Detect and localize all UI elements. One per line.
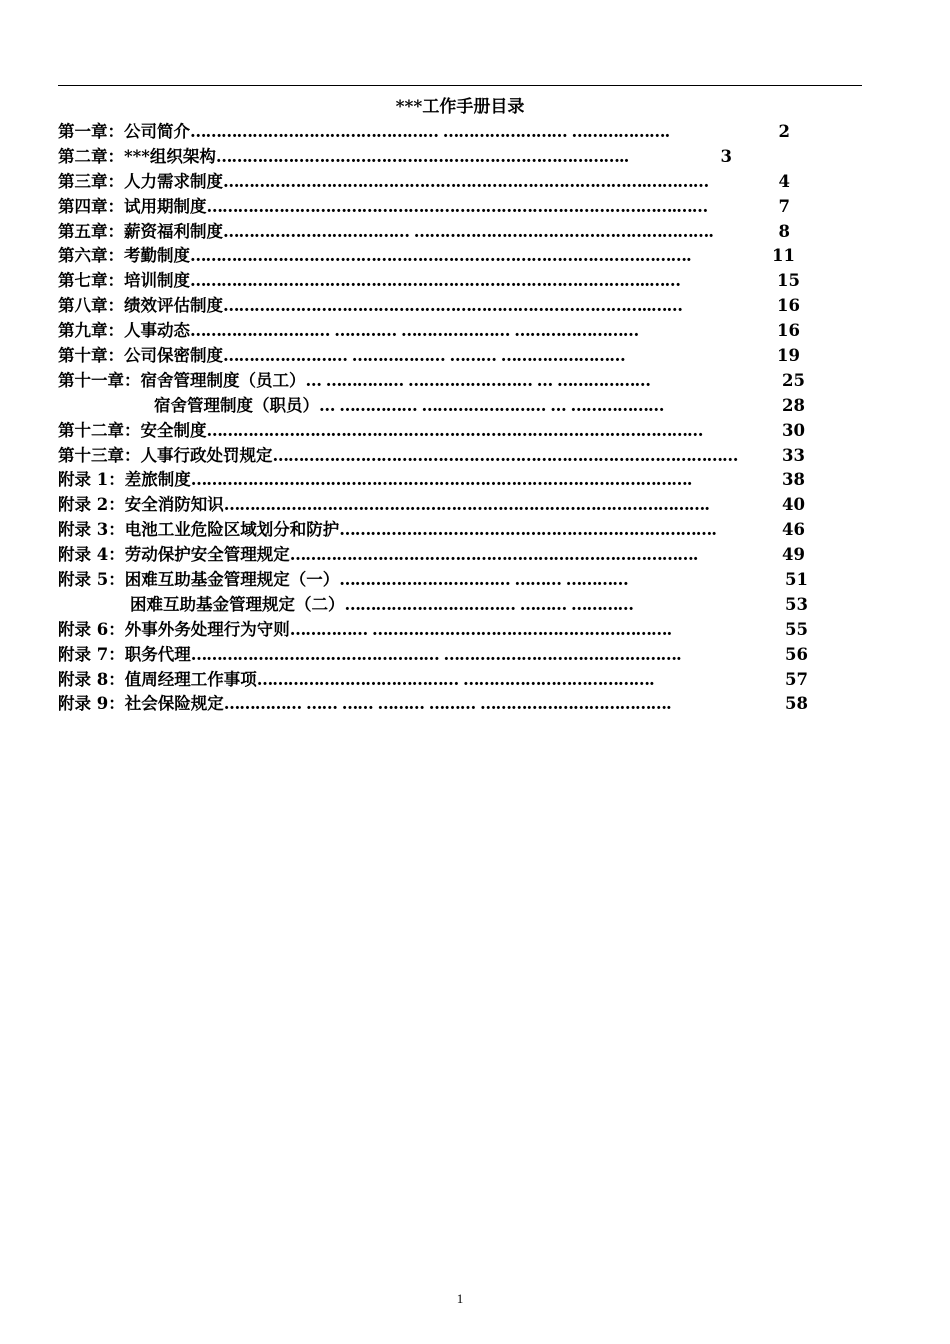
- toc-entry-prefix: 第四章：: [58, 196, 124, 216]
- toc-entry-prefix: 第十三章：: [58, 445, 141, 465]
- toc-entry[interactable]: [58, 269, 800, 294]
- toc-entry[interactable]: [58, 170, 790, 195]
- toc-entry[interactable]: [58, 643, 808, 668]
- toc-entry-label: 外事外务处理行为守则: [124, 619, 290, 639]
- toc-entry-label: 公司简介: [124, 122, 190, 141]
- toc-page-number: 19: [777, 346, 800, 366]
- toc-entry-prefix: 附录 5：: [58, 570, 125, 590]
- toc-entry-prefix: 附录 3：: [58, 520, 125, 540]
- toc-entry-label: 差旅制度: [124, 470, 191, 490]
- toc-entry-heading: [58, 493, 224, 518]
- toc-entry-label: 公司保密制度: [124, 346, 223, 366]
- toc-dot-leader: …………………………………………………………………….: [289, 545, 698, 565]
- toc-entry[interactable]: [58, 468, 805, 493]
- toc-entry-label: 困难互助基金管理规定（一）: [124, 570, 340, 590]
- toc-entry-label: 劳动保护安全管理规定: [124, 545, 290, 565]
- toc-dot-leader: ………………………………………………………………………………….: [223, 495, 709, 515]
- toc-entry-prefix: 附录 6：: [58, 619, 125, 639]
- toc-entry-prefix: 第八章：: [58, 296, 124, 316]
- toc-entry-heading: [58, 294, 223, 319]
- toc-entry-heading: [58, 419, 207, 444]
- toc-dot-leader: ………………………………… ……………………………….: [256, 669, 654, 689]
- toc-dot-leader: ……………………………………………………………………………..……: [190, 271, 680, 291]
- toc-entry-prefix: 第十章：: [58, 346, 124, 366]
- toc-entry-prefix: 第十一章：: [58, 370, 141, 390]
- toc-page-number: 46: [782, 520, 805, 540]
- toc-entry[interactable]: [58, 195, 790, 220]
- toc-page-number: 4: [778, 171, 790, 191]
- toc-page-number: 49: [782, 545, 805, 565]
- toc-entry[interactable]: [58, 543, 805, 568]
- toc-entry-label: 人力需求制度: [124, 171, 223, 191]
- toc-entry-prefix: 附录 8：: [58, 669, 125, 689]
- toc-dot-leader: ……………………………………………………………………….…………: [223, 171, 709, 191]
- toc-page-number: 25: [782, 370, 805, 390]
- toc-entry-heading: [58, 369, 306, 394]
- toc-dot-leader: …………… ………………………………………………….: [289, 619, 672, 639]
- toc-entry-label: 安全制度: [140, 420, 207, 440]
- toc-entry[interactable]: [58, 244, 795, 269]
- toc-entry-heading: [58, 220, 223, 245]
- toc-entry[interactable]: [58, 394, 805, 419]
- toc-entry[interactable]: [58, 618, 808, 643]
- toc-entry-label: 职务代理: [124, 644, 191, 664]
- toc-dot-leader: …………………………… ……… …………: [344, 594, 633, 614]
- toc-entry-heading: [58, 543, 290, 568]
- toc-page-number: 16: [777, 296, 800, 316]
- toc-dot-leader: …………………………… ……… …………: [339, 570, 628, 590]
- page-number: 1: [456, 1291, 464, 1306]
- toc-entry-heading: [58, 344, 223, 369]
- toc-page-number: 33: [782, 445, 805, 465]
- toc-entry-heading: [58, 668, 257, 693]
- toc-dot-leader: ………………………………………………………………………………: [272, 445, 738, 465]
- toc-entry[interactable]: [58, 419, 805, 444]
- toc-page-number: 16: [777, 321, 800, 341]
- toc-entry[interactable]: [58, 220, 790, 245]
- toc-page-number: 58: [785, 694, 808, 714]
- toc-entry-heading: [58, 692, 224, 717]
- toc-entry[interactable]: [58, 444, 805, 469]
- toc-dot-leader: ………………………………………… …………………… ……………….: [190, 122, 670, 141]
- toc-entry-heading: [58, 468, 191, 493]
- toc-entry-prefix: 附录 7：: [58, 644, 125, 664]
- toc-entry-prefix: 附录 1：: [58, 470, 125, 490]
- toc-entry-heading: [58, 244, 190, 269]
- toc-entry-prefix: 附录 4：: [58, 545, 125, 565]
- toc-entry-label: 宿舍管理制度（职员）: [154, 395, 319, 415]
- toc-entry[interactable]: [58, 518, 805, 543]
- toc-entry[interactable]: [58, 593, 808, 618]
- toc-entry-prefix: 第十二章：: [58, 420, 141, 440]
- toc-entry[interactable]: [58, 145, 732, 170]
- toc-page-number: 8: [778, 221, 790, 241]
- toc-entry[interactable]: [58, 493, 805, 518]
- toc-page-number: 38: [782, 470, 805, 490]
- toc-entry[interactable]: [58, 319, 800, 344]
- toc-entry-heading: [58, 195, 207, 220]
- toc-entry-heading: [58, 145, 216, 170]
- toc-entry-heading: [58, 170, 223, 195]
- toc-entry-prefix: 第九章：: [58, 321, 124, 341]
- toc-entry[interactable]: [58, 568, 808, 593]
- toc-page-number: 28: [782, 395, 805, 415]
- toc-page-number: 2: [778, 122, 790, 141]
- toc-page-number: 51: [785, 570, 808, 590]
- toc-entry-prefix: 第二章：: [58, 146, 124, 166]
- toc-entry-label: 培训制度: [124, 271, 190, 291]
- toc-entry-prefix: 第三章：: [58, 171, 124, 191]
- toc-entry-heading: [58, 269, 190, 294]
- toc-entry-heading: [130, 593, 345, 618]
- toc-page-number: 56: [785, 644, 808, 664]
- toc-dot-leader: ……………………………………………………………………..: [215, 146, 629, 166]
- toc-dot-leader: ……………………………… ………………………………………………….: [223, 221, 713, 241]
- toc-entry-prefix: 附录 2：: [58, 495, 125, 515]
- toc-entry-label: 薪资福利制度: [124, 221, 223, 241]
- toc-dot-leader: ……………………………………………………………………………………: [206, 420, 703, 440]
- toc-page-number: 7: [778, 196, 790, 216]
- toc-dot-leader: ………………………………………………………………………..……: [223, 296, 682, 316]
- toc-entry[interactable]: [58, 692, 808, 717]
- toc-entry[interactable]: [58, 294, 800, 319]
- toc-entry-heading: [58, 120, 190, 145]
- toc-entry-prefix: 第五章：: [58, 221, 124, 241]
- table-of-contents: [58, 120, 818, 717]
- toc-dot-leader: …………………………………………………………………………………….: [190, 470, 692, 490]
- toc-entry-heading: [58, 444, 273, 469]
- toc-entry-label: ***组织架构: [124, 146, 216, 166]
- toc-page-number: 55: [785, 619, 808, 639]
- toc-entry-label: 人事动态: [124, 321, 190, 341]
- toc-entry-label: 值周经理工作事项: [124, 669, 257, 689]
- toc-entry[interactable]: [58, 668, 808, 693]
- toc-page-number: 11: [772, 246, 795, 266]
- toc-entry[interactable]: [58, 369, 805, 394]
- toc-entry-heading: [58, 518, 339, 543]
- toc-page-number: 53: [785, 594, 808, 614]
- header-rule: [58, 85, 862, 86]
- toc-dot-leader: … …………… …………………… … ………………: [305, 370, 650, 390]
- toc-entry-label: 宿舍管理制度（员工）: [140, 370, 306, 390]
- toc-entry-label: 电池工业危险区域划分和防护: [124, 520, 340, 540]
- toc-dot-leader: ………………………………………… ……………………………………….: [190, 644, 681, 664]
- toc-page-number: 57: [785, 669, 808, 689]
- toc-entry-heading: [154, 394, 319, 419]
- toc-entry-prefix: 附录 9：: [58, 694, 125, 714]
- toc-entry-label: 人事行政处罚规定: [140, 445, 273, 465]
- toc-entry-heading: [58, 319, 190, 344]
- toc-dot-leader: …………………………………………………………………………………….: [190, 246, 691, 266]
- toc-entry-label: 绩效评估制度: [124, 296, 223, 316]
- toc-entry-heading: [58, 618, 290, 643]
- toc-page-number: 40: [782, 495, 805, 515]
- toc-entry-label: 安全消防知识: [124, 495, 224, 515]
- toc-dot-leader: … …………… …………………… … ………………: [319, 395, 664, 415]
- toc-dot-leader: ……………………… ………… ………………… ……………………: [190, 321, 639, 341]
- toc-entry-prefix: 第七章：: [58, 271, 124, 291]
- toc-entry-prefix: 第一章：: [58, 122, 124, 141]
- toc-dot-leader: ……………………………………………………………….: [339, 520, 716, 540]
- toc-entry-label: 考勤制度: [124, 246, 190, 266]
- toc-entry-heading: [58, 568, 339, 593]
- toc-entry-heading: [58, 643, 191, 668]
- toc-page-number: 30: [782, 420, 805, 440]
- toc-entry[interactable]: [58, 344, 800, 369]
- page-title: ***工作手册目录: [395, 97, 525, 117]
- toc-entry-prefix: 第六章：: [58, 246, 124, 266]
- toc-entry-label: 试用期制度: [124, 196, 207, 216]
- toc-page-number: 15: [777, 271, 800, 291]
- toc-entry-label: 社会保险规定: [124, 694, 224, 714]
- toc-entry-label: 困难互助基金管理规定（二）: [130, 594, 345, 614]
- toc-entry[interactable]: [58, 120, 790, 145]
- toc-dot-leader: …………… …… …… ……… ……… ……………………………….: [223, 694, 671, 714]
- toc-dot-leader: …………………… ……………… ……… ……………………: [223, 346, 625, 366]
- toc-dot-leader: ……………………………………………………………………………….……: [206, 196, 708, 216]
- toc-page-number: 3: [720, 146, 732, 166]
